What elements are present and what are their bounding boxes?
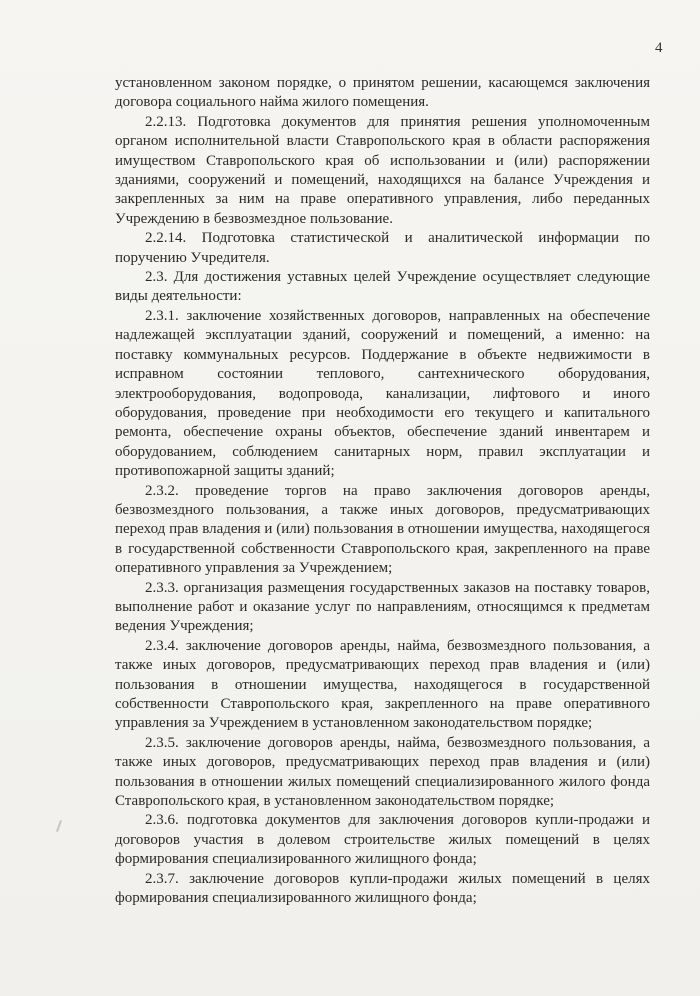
paragraph-2-3-6: 2.3.6. подготовка документов для заключения договоров купли-продажи и договоров участия в долевом строительстве жилых помещений в целях формирования специализированного жилищного фонда; [115, 812, 650, 868]
paragraph-2-3-2: 2.3.2. проведение торгов на право заключения договоров аренды, безвозмездного пользования, а также иных договоров, предусматривающих переход прав владения и (или) пользования в отношении имущества, находящегося в государственной собственности Ставропольского края, закрепленного на праве оперативного управления за Учреждением; [115, 482, 650, 577]
paragraph-2-2-13: 2.2.13. Подготовка документов для принятия решения уполномоченным органом исполнительной власти Ставропольского края в области распоряжения имуществом Ставропольского края об использовании и (или) распоряжении зданиями, сооружений и помещений, находящихся на балансе Учреждения и закрепленных за ним на праве оперативного управления, либо переданных Учреждению в безвозмездное пользование. [115, 113, 650, 227]
paragraph-2-3-7: 2.3.7. заключение договоров купли-продажи жилых помещений в целях формирования специализированного жилищного фонда; [115, 870, 650, 907]
paragraph-2-3-3: 2.3.3. организация размещения государственных заказов на поставку товаров, выполнение работ и оказание услуг по направлениям, относящимся к предметам ведения Учреждения; [115, 579, 650, 635]
paragraph-2-2-14: 2.2.14. Подготовка статистической и аналитической информации по поручению Учредителя. [115, 230, 650, 266]
paragraph-2-3-1: 2.3.1. заключение хозяйственных договоров, направленных на обеспечение надлежащей эксплуатации зданий, сооружений и помещений, а именно: на поставку коммунальных ресурсов. Поддержание в объекте недвижимости в исправном состоянии теплового, сантехнического оборудования, электрооборудования, водопровода, канализации, лифтового и иного оборудования, проведение при необходимости его текущего и капитального ремонта, обеспечение охраны объектов, обеспечение зданий инвентарем и оборудованием, соблюдением санитарных норм, правил эксплуатации и противопожарной защиты зданий; [115, 307, 650, 480]
paragraph-2-3-5: 2.3.5. заключение договоров аренды, найма, безвозмездного пользования, а также иных договоров, предусматривающих переход прав владения и (или) пользования в отношении жилых помещений специализированного жилого фонда Ставропольского края, в установленном законодательством порядке; [115, 734, 650, 810]
paragraph-2-3-4: 2.3.4. заключение договоров аренды, найма, безвозмездного пользования, а также иных договоров, предусматривающих переход прав владения и (или) пользования в отношении имущества, находящегося в государственной собственности Ставропольского края, закрепленного на праве оперативного управления за Учреждением в установленном законодательством порядке; [115, 637, 650, 732]
paragraph-continuation: установленном законом порядке, о принятом решении, касающемся заключения договора социального найма жилого помещения. [115, 75, 650, 111]
scan-mark [56, 820, 62, 832]
page-number: 4 [655, 40, 663, 56]
document-body [115, 74, 650, 908]
paragraph-2-3: 2.3. Для достижения уставных целей Учреждение осуществляет следующие виды деятельности: [115, 269, 650, 305]
